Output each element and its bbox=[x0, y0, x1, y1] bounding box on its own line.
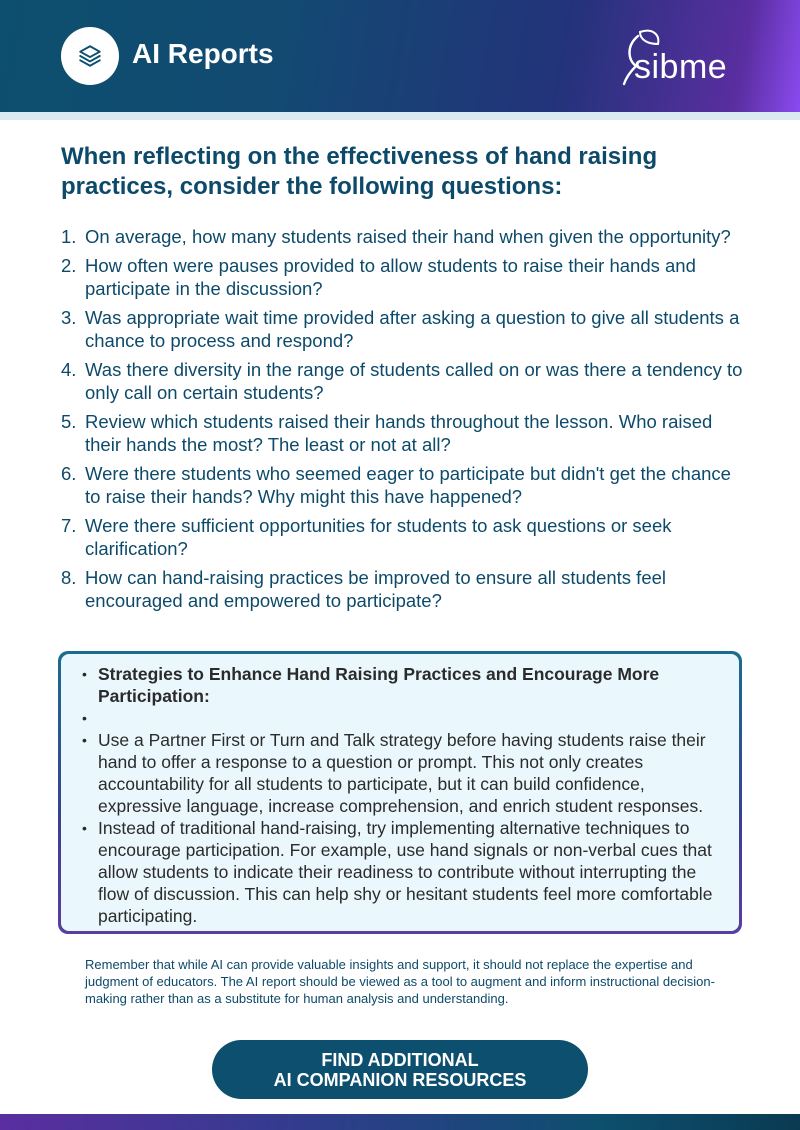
list-item bbox=[61, 462, 751, 508]
item-text: Was appropriate wait time provided after asking a question to give all students a chance to process and respond? bbox=[85, 307, 740, 351]
item-number: 7. bbox=[61, 515, 77, 536]
disclaimer-text: Remember that while AI can provide valuable insights and support, it should not replace the expertise and judgment of educators. The AI report should be viewed as a tool to augment and inform instructional decision-making rather than as a substitute for human analysis and understanding. bbox=[85, 957, 715, 1006]
item-number: 1. bbox=[61, 226, 77, 247]
layers-icon bbox=[77, 43, 103, 69]
cta-line-1: FIND ADDITIONAL bbox=[321, 1049, 479, 1070]
empty-list-item bbox=[71, 707, 723, 729]
list-item bbox=[61, 254, 751, 300]
item-text: On average, how many students raised their hand when given the opportunity? bbox=[85, 226, 731, 247]
item-number: 6. bbox=[61, 463, 77, 484]
header-divider bbox=[0, 112, 800, 120]
strategy-text: Instead of traditional hand-raising, try implementing alternative techniques to encourage participation. For example, use hand signals or non-verbal cues that allow students to indicate their readiness to contribute without interrupting the flow of discussion. This can help shy or hesitant students feel more comfortable participating. bbox=[98, 818, 713, 926]
cta-line-2: AI COMPANION RESOURCES bbox=[273, 1069, 527, 1090]
item-text: How can hand-raising practices be improved to ensure all students feel encouraged and empowered to participate? bbox=[85, 567, 667, 611]
item-number: 5. bbox=[61, 411, 77, 432]
list-item bbox=[61, 306, 751, 352]
list-item bbox=[61, 225, 751, 248]
item-number: 4. bbox=[61, 359, 77, 380]
header-title: AI Reports bbox=[132, 38, 274, 69]
strategies-box bbox=[58, 651, 742, 934]
brand-name: sibme bbox=[634, 48, 728, 86]
strategies-heading: Strategies to Enhance Hand Raising Practices and Encourage More Participation: bbox=[98, 664, 660, 706]
page-heading: When reflecting on the effectiveness of hand raising practices, consider the following questions: bbox=[61, 143, 658, 200]
bullet-icon: • bbox=[82, 666, 87, 682]
item-text: Were there sufficient opportunities for students to ask questions or seek clarification? bbox=[85, 515, 672, 559]
bullet-icon: • bbox=[82, 820, 87, 836]
bullet-icon: • bbox=[82, 710, 87, 726]
strategies-panel bbox=[61, 654, 739, 931]
find-resources-button[interactable] bbox=[212, 1040, 588, 1099]
item-text: Review which students raised their hands throughout the lesson. Who raised their hands the most? The least or not at all? bbox=[85, 411, 713, 455]
list-item bbox=[71, 817, 723, 927]
page-header bbox=[0, 0, 800, 112]
item-number: 3. bbox=[61, 307, 77, 328]
questions-list bbox=[61, 225, 751, 618]
item-text: Was there diversity in the range of students called on or was there a tendency to only call on certain students? bbox=[85, 359, 743, 403]
list-item bbox=[61, 358, 751, 404]
item-number: 2. bbox=[61, 255, 77, 276]
strategies-list bbox=[71, 663, 723, 927]
strategy-text: Use a Partner First or Turn and Talk strategy before having students raise their hand to offer a response to a question or prompt. This not only creates accountability for all students to participate, but it can build confidence, expressive language, increase comprehension, and enrich student responses. bbox=[98, 730, 706, 816]
footer-bar bbox=[0, 1114, 800, 1130]
list-item bbox=[61, 566, 751, 612]
app-logo bbox=[61, 27, 119, 85]
strategies-heading-item bbox=[71, 663, 723, 707]
item-text: Were there students who seemed eager to participate but didn't get the chance to raise their hands? Why might this have happened? bbox=[85, 463, 731, 507]
list-item bbox=[71, 729, 723, 817]
list-item bbox=[61, 410, 751, 456]
list-item bbox=[61, 514, 751, 560]
bullet-icon: • bbox=[82, 732, 87, 748]
item-text: How often were pauses provided to allow students to raise their hands and participate in the discussion? bbox=[85, 255, 696, 299]
brand-logo[interactable] bbox=[618, 26, 748, 88]
item-number: 8. bbox=[61, 567, 77, 588]
